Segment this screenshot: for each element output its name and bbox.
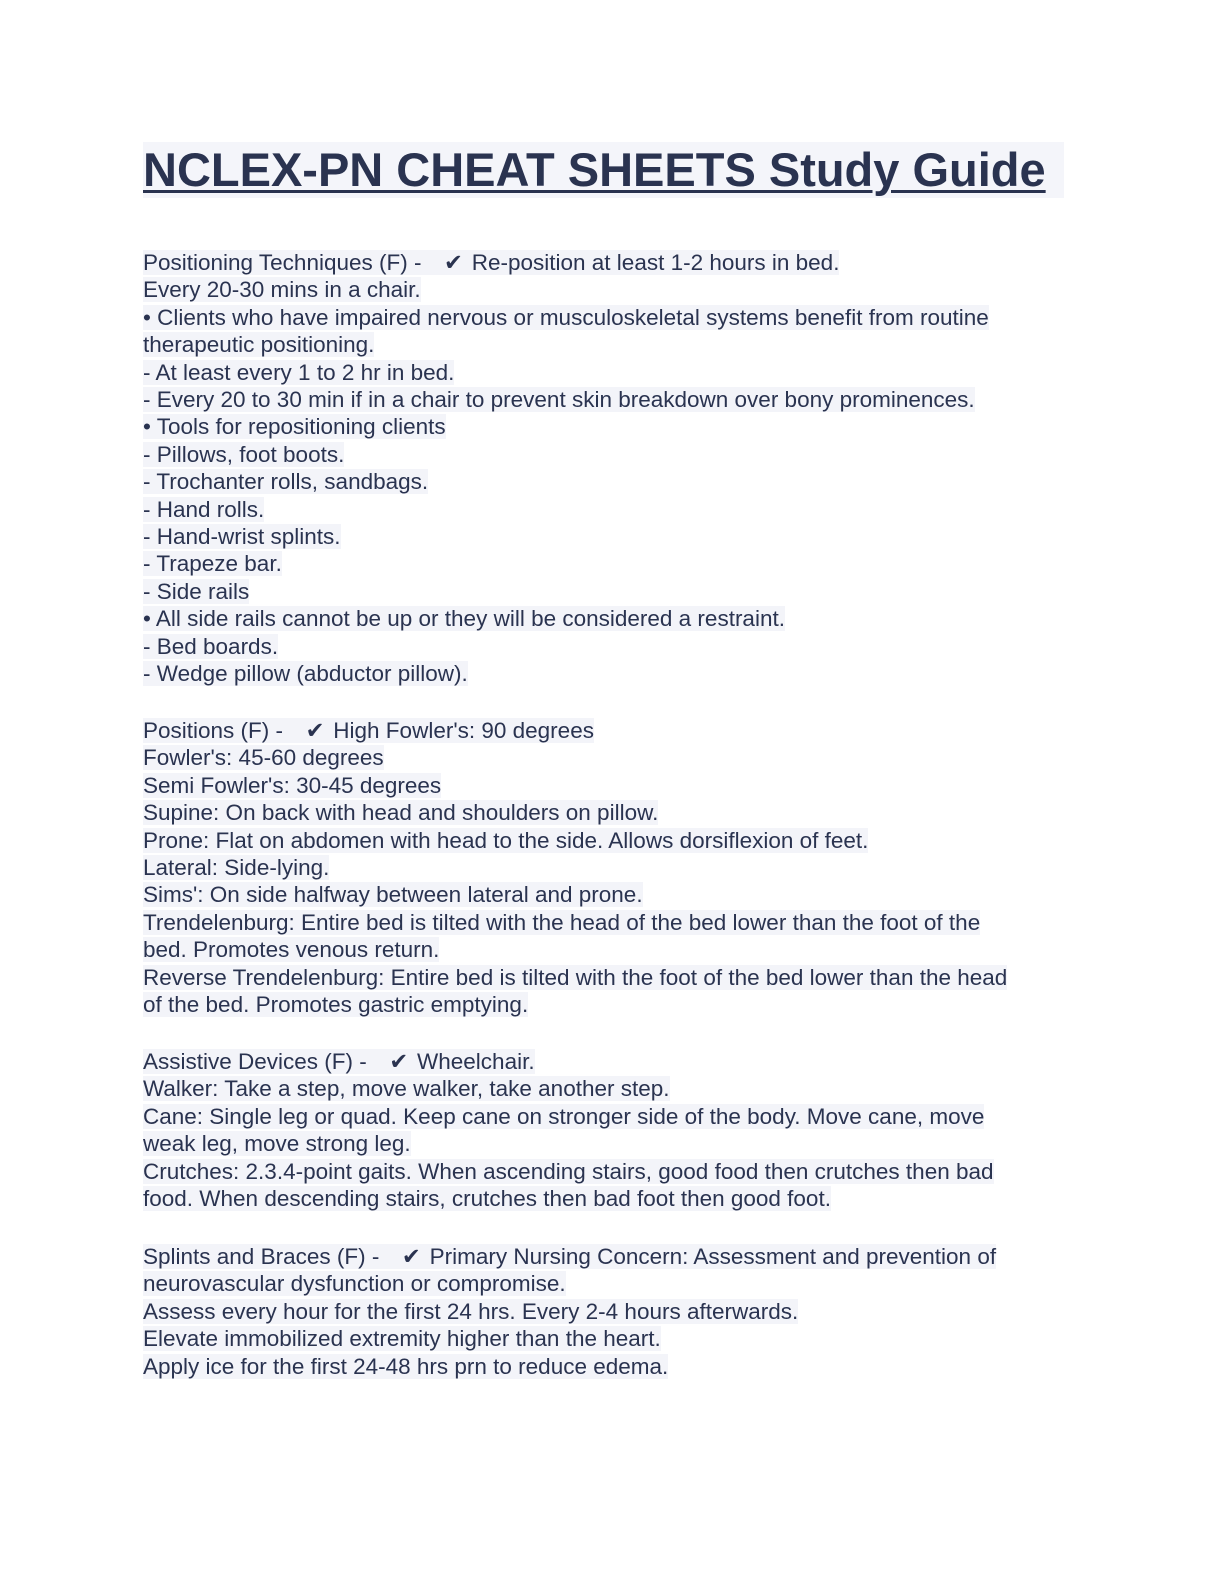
text-line: Reverse Trendelenburg: Entire bed is tilted with the foot of the bed lower than the head: [143, 964, 1008, 990]
section-heading: Assistive Devices (F) -: [143, 1049, 367, 1074]
checkmark-icon: ✔: [401, 1244, 421, 1269]
text-line: Assess every hour for the first 24 hrs. Every 2-4 hours afterwards.: [143, 1298, 799, 1324]
section: [143, 1048, 1073, 1212]
section-answer-start: Primary Nursing Concern: Assessment and prevention of: [423, 1244, 997, 1269]
section-heading: Positions (F) -: [143, 718, 284, 743]
text-line: • All side rails cannot be up or they will be considered a restraint.: [143, 606, 785, 632]
text-line: neurovascular dysfunction or compromise.: [143, 1271, 566, 1297]
text-line: - Trochanter rolls, sandbags.: [143, 469, 429, 495]
checkmark-icon: ✔: [444, 250, 463, 275]
text-line: weak leg, move strong leg.: [143, 1131, 411, 1157]
text-line: therapeutic positioning.: [143, 332, 375, 358]
text-line: • Tools for repositioning clients: [143, 414, 446, 440]
section-first-line: [143, 249, 1073, 276]
checkmark-icon: ✔: [389, 1049, 409, 1074]
text-line: Trendelenburg: Entire bed is tilted with the head of the bed lower than the foot of the: [143, 909, 981, 935]
text-line: food. When descending stairs, crutches then bad foot then good foot.: [143, 1186, 831, 1212]
section-heading: Positioning Techniques (F) -: [143, 250, 422, 275]
text-line: Prone: Flat on abdomen with head to the side. Allows dorsiflexion of feet.: [143, 827, 869, 853]
text-line: Every 20-30 mins in a chair.: [143, 277, 421, 303]
text-line: bed. Promotes venous return.: [143, 937, 440, 963]
section-answer-start: Wheelchair.: [410, 1049, 535, 1074]
section-heading: Splints and Braces (F) -: [143, 1244, 380, 1269]
text-line: Fowler's: 45-60 degrees: [143, 745, 384, 771]
text-line: Lateral: Side-lying.: [143, 855, 330, 881]
text-line: Apply ice for the first 24-48 hrs prn to reduce edema.: [143, 1353, 669, 1379]
text-line: Sims': On side halfway between lateral and prone.: [143, 882, 643, 908]
text-line: - Hand-wrist splints.: [143, 524, 341, 550]
section-answer-start: High Fowler's: 90 degrees: [327, 718, 594, 743]
section: [143, 1243, 1073, 1380]
section: [143, 717, 1073, 1018]
text-line: Walker: Take a step, move walker, take another step.: [143, 1076, 670, 1102]
section-first-line: [143, 717, 1073, 744]
text-line: - Pillows, foot boots.: [143, 441, 345, 467]
text-line: - Bed boards.: [143, 633, 279, 659]
section: [143, 249, 1073, 688]
text-line: Elevate immobilized extremity higher than the heart.: [143, 1326, 661, 1352]
text-line: Supine: On back with head and shoulders on pillow.: [143, 800, 659, 826]
section-answer-start: Re-position at least 1-2 hours in bed.: [465, 250, 840, 275]
text-line: - Hand rolls.: [143, 496, 265, 522]
text-line: - Wedge pillow (abductor pillow).: [143, 661, 468, 687]
page-title: NCLEX-PN CHEAT SHEETS Study Guide: [143, 142, 1064, 198]
section-first-line: [143, 1048, 1073, 1075]
text-line: Semi Fowler's: 30-45 degrees: [143, 772, 442, 798]
checkmark-icon: ✔: [305, 718, 325, 743]
text-line: Crutches: 2.3.4-point gaits. When ascending stairs, good food then crutches then bad: [143, 1158, 994, 1184]
text-line: of the bed. Promotes gastric emptying.: [143, 992, 529, 1018]
text-line: - Trapeze bar.: [143, 551, 282, 577]
text-line: Cane: Single leg or quad. Keep cane on stronger side of the body. Move cane, move: [143, 1103, 985, 1129]
text-line: - Every 20 to 30 min if in a chair to prevent skin breakdown over bony prominences.: [143, 387, 975, 413]
section-first-line: [143, 1243, 1073, 1270]
text-line: - At least every 1 to 2 hr in bed.: [143, 359, 455, 385]
text-line: • Clients who have impaired nervous or musculoskeletal systems benefit from routine: [143, 304, 989, 330]
text-line: - Side rails: [143, 578, 250, 604]
